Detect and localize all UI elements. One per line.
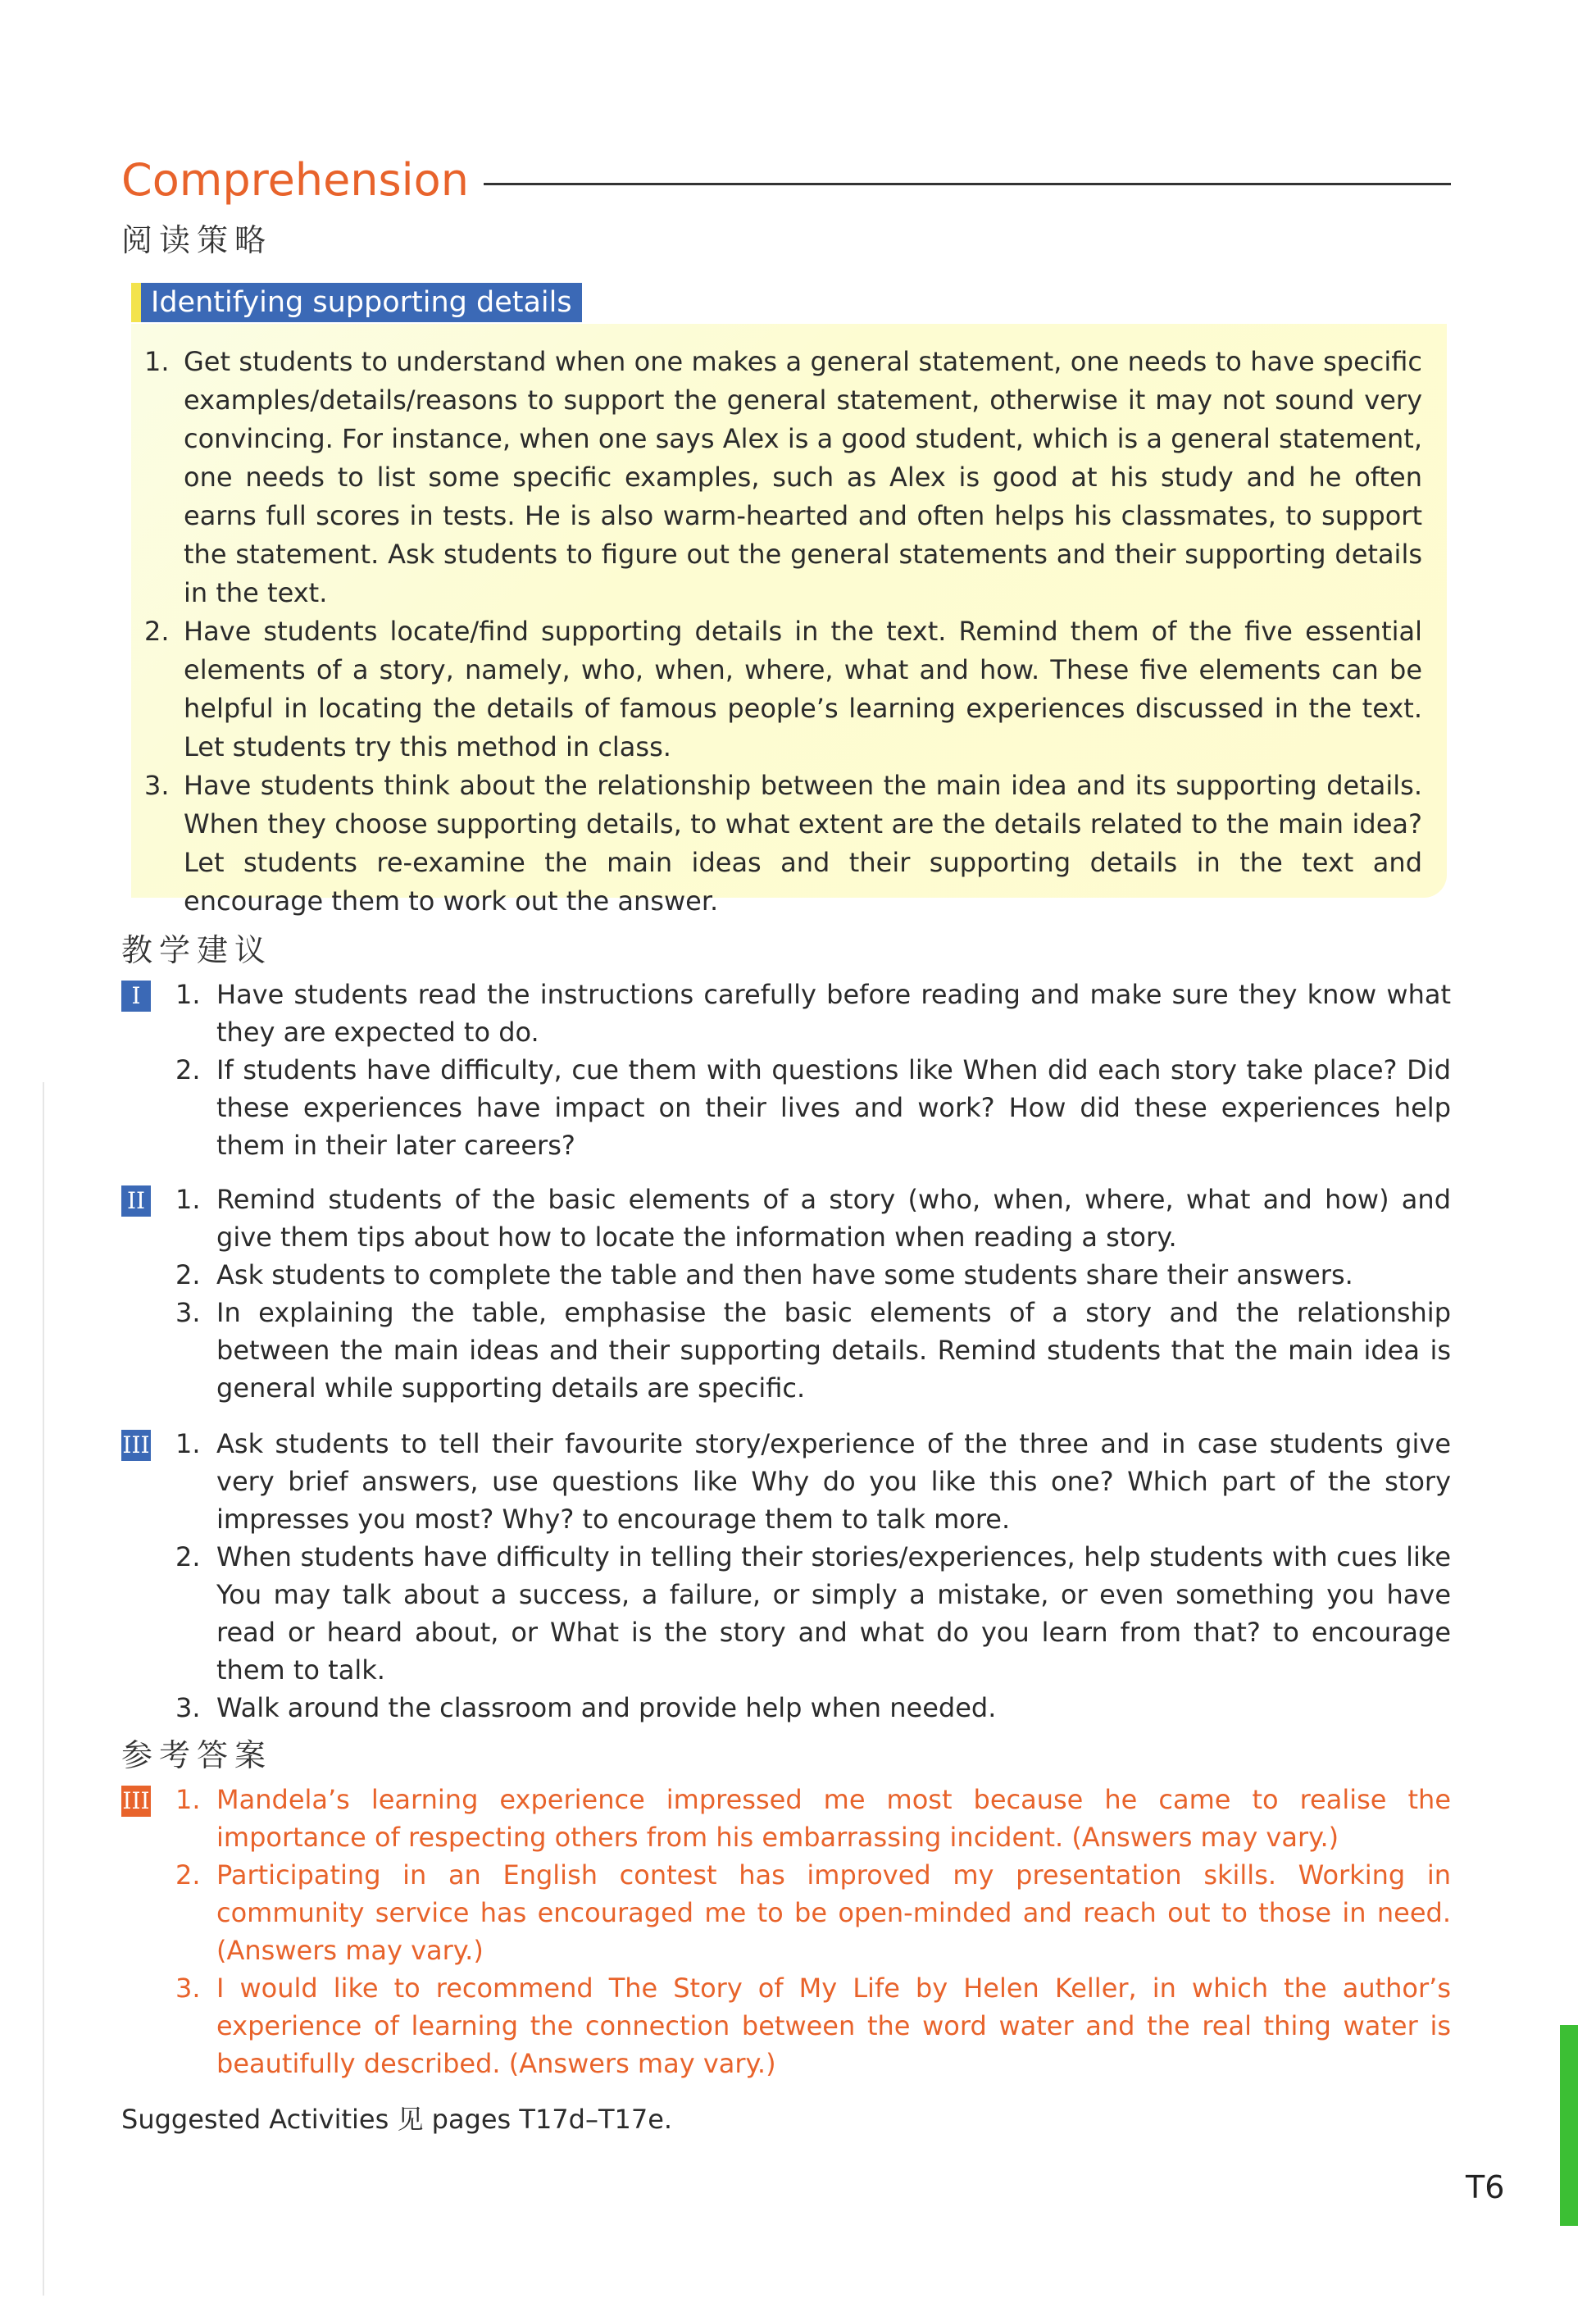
roman-numeral-marker: II — [121, 1185, 151, 1217]
strategy-item — [131, 343, 1422, 612]
list-item — [175, 1294, 1451, 1407]
item-text: Ask students to complete the table and then have some students share their answers. — [216, 1259, 1353, 1290]
item-text: Mandela’s learning experience impressed me most because he came to realise the importance of respecting others from his embarrassing incident. (Answers may vary.) — [216, 1784, 1451, 1853]
item-number: 1. — [175, 1784, 201, 1815]
item-number: 2. — [175, 1054, 201, 1085]
strategy-item — [131, 767, 1422, 921]
cn-strategy-heading: 阅读策略 — [121, 222, 273, 258]
cn-answers-heading: 参考答案 — [121, 1737, 273, 1773]
list-item — [175, 1538, 1451, 1689]
item-text: Ask students to tell their favourite story/experience of the three and in case students give very brief answers, use questions like Why do you like this one? Which part of the story impresses you most? Why? to encourage them to talk more. — [216, 1428, 1451, 1535]
item-number: 2. — [175, 1259, 201, 1290]
roman-numeral-marker: III — [121, 1786, 151, 1817]
teaching-items — [175, 1181, 1451, 1407]
item-number: 1. — [144, 346, 170, 377]
item-number: 1. — [175, 1428, 201, 1459]
list-item — [175, 1181, 1451, 1256]
roman-numeral-marker: III — [121, 1430, 151, 1461]
answer-item — [175, 1781, 1451, 1856]
strategy-list — [131, 343, 1422, 921]
strategy-item — [131, 612, 1422, 767]
item-number: 1. — [175, 979, 201, 1010]
item-number: 2. — [175, 1541, 201, 1572]
item-text: If students have difficulty, cue them with questions like When did each story take place? Did these experiences have impact on their lives and work? How did these experiences help them in their later careers? — [216, 1054, 1451, 1161]
item-number: 3. — [175, 1692, 201, 1723]
section-heading-row — [121, 152, 1451, 209]
answer-items — [175, 1781, 1451, 2082]
list-item — [175, 1051, 1451, 1164]
item-text: Remind students of the basic elements of a story (who, when, where, what and how) and give them tips about how to locate the information when reading a story. — [216, 1184, 1451, 1253]
strategy-label: Identifying supporting details — [131, 283, 582, 322]
item-text: Walk around the classroom and provide help when needed. — [216, 1692, 997, 1723]
item-text: Participating in an English contest has improved my presentation skills. Working in community service has encouraged me to be open-minded and reach out to those in need. (Answers may vary.) — [216, 1859, 1451, 1966]
page-number: T6 — [1466, 2169, 1505, 2205]
suggested-activities-note: Suggested Activities 见 pages T17d–T17e. — [121, 2104, 673, 2135]
item-number: 2. — [175, 1859, 201, 1891]
green-side-tab — [1560, 2025, 1578, 2226]
answer-item — [175, 1856, 1451, 1969]
item-text: Have students locate/find supporting details in the text. Remind them of the five essential elements of a story, namely, who, when, where, what and how. These five elements can be helpful in locating the details of famous people’s learning experiences discussed in the text. Let students try this method in class. — [184, 616, 1422, 762]
cn-teaching-heading: 教学建议 — [121, 932, 273, 968]
list-item — [175, 976, 1451, 1051]
list-item — [175, 1689, 1451, 1727]
page-title: Comprehension — [121, 152, 484, 209]
item-text: In explaining the table, emphasise the basic elements of a story and the relationship between the main ideas and their supporting details. Remind students that the main idea is general while supporting details are specific. — [216, 1297, 1451, 1404]
page-margin-line — [43, 1082, 44, 2296]
roman-numeral-marker: I — [121, 981, 151, 1012]
answer-item — [175, 1969, 1451, 2082]
item-number: 3. — [144, 770, 170, 801]
list-item — [175, 1425, 1451, 1538]
item-text: I would like to recommend The Story of My Life by Helen Keller, in which the author’s experience of learning the connection between the word water and the real thing water is beautifully described. (Answers may vary.) — [216, 1973, 1451, 2079]
list-item — [175, 1256, 1451, 1294]
item-number: 2. — [144, 616, 170, 647]
item-text: Get students to understand when one makes a general statement, one needs to have specific examples/details/reasons to support the general statement, otherwise it may not sound very convincing. For instance, when one says Alex is a good student, which is a general statement, one needs to list some specific examples, such as Alex is good at his study and he often earns full scores in tests. He is also warm-hearted and often helps his classmates, to support the statement. Ask students to figure out the general statements and their supporting details in the text. — [184, 346, 1422, 608]
item-text: When students have difficulty in telling their stories/experiences, help students with cues like You may talk about a success, a failure, or simply a mistake, or even something you have read or heard about, or What is the story and what do you learn from that? to encourage them to talk. — [216, 1541, 1451, 1686]
teaching-items — [175, 1425, 1451, 1727]
item-text: Have students read the instructions carefully before reading and make sure they know what they are expected to do. — [216, 979, 1451, 1048]
teaching-items — [175, 976, 1451, 1164]
item-number: 1. — [175, 1184, 201, 1215]
item-text: Have students think about the relationship between the main idea and its supporting details. When they choose supporting details, to what extent are the details related to the main idea? Let students re-examine the main ideas and their supporting details in the text and encourage them to work out the answer. — [184, 770, 1422, 917]
item-number: 3. — [175, 1973, 201, 2004]
item-number: 3. — [175, 1297, 201, 1328]
